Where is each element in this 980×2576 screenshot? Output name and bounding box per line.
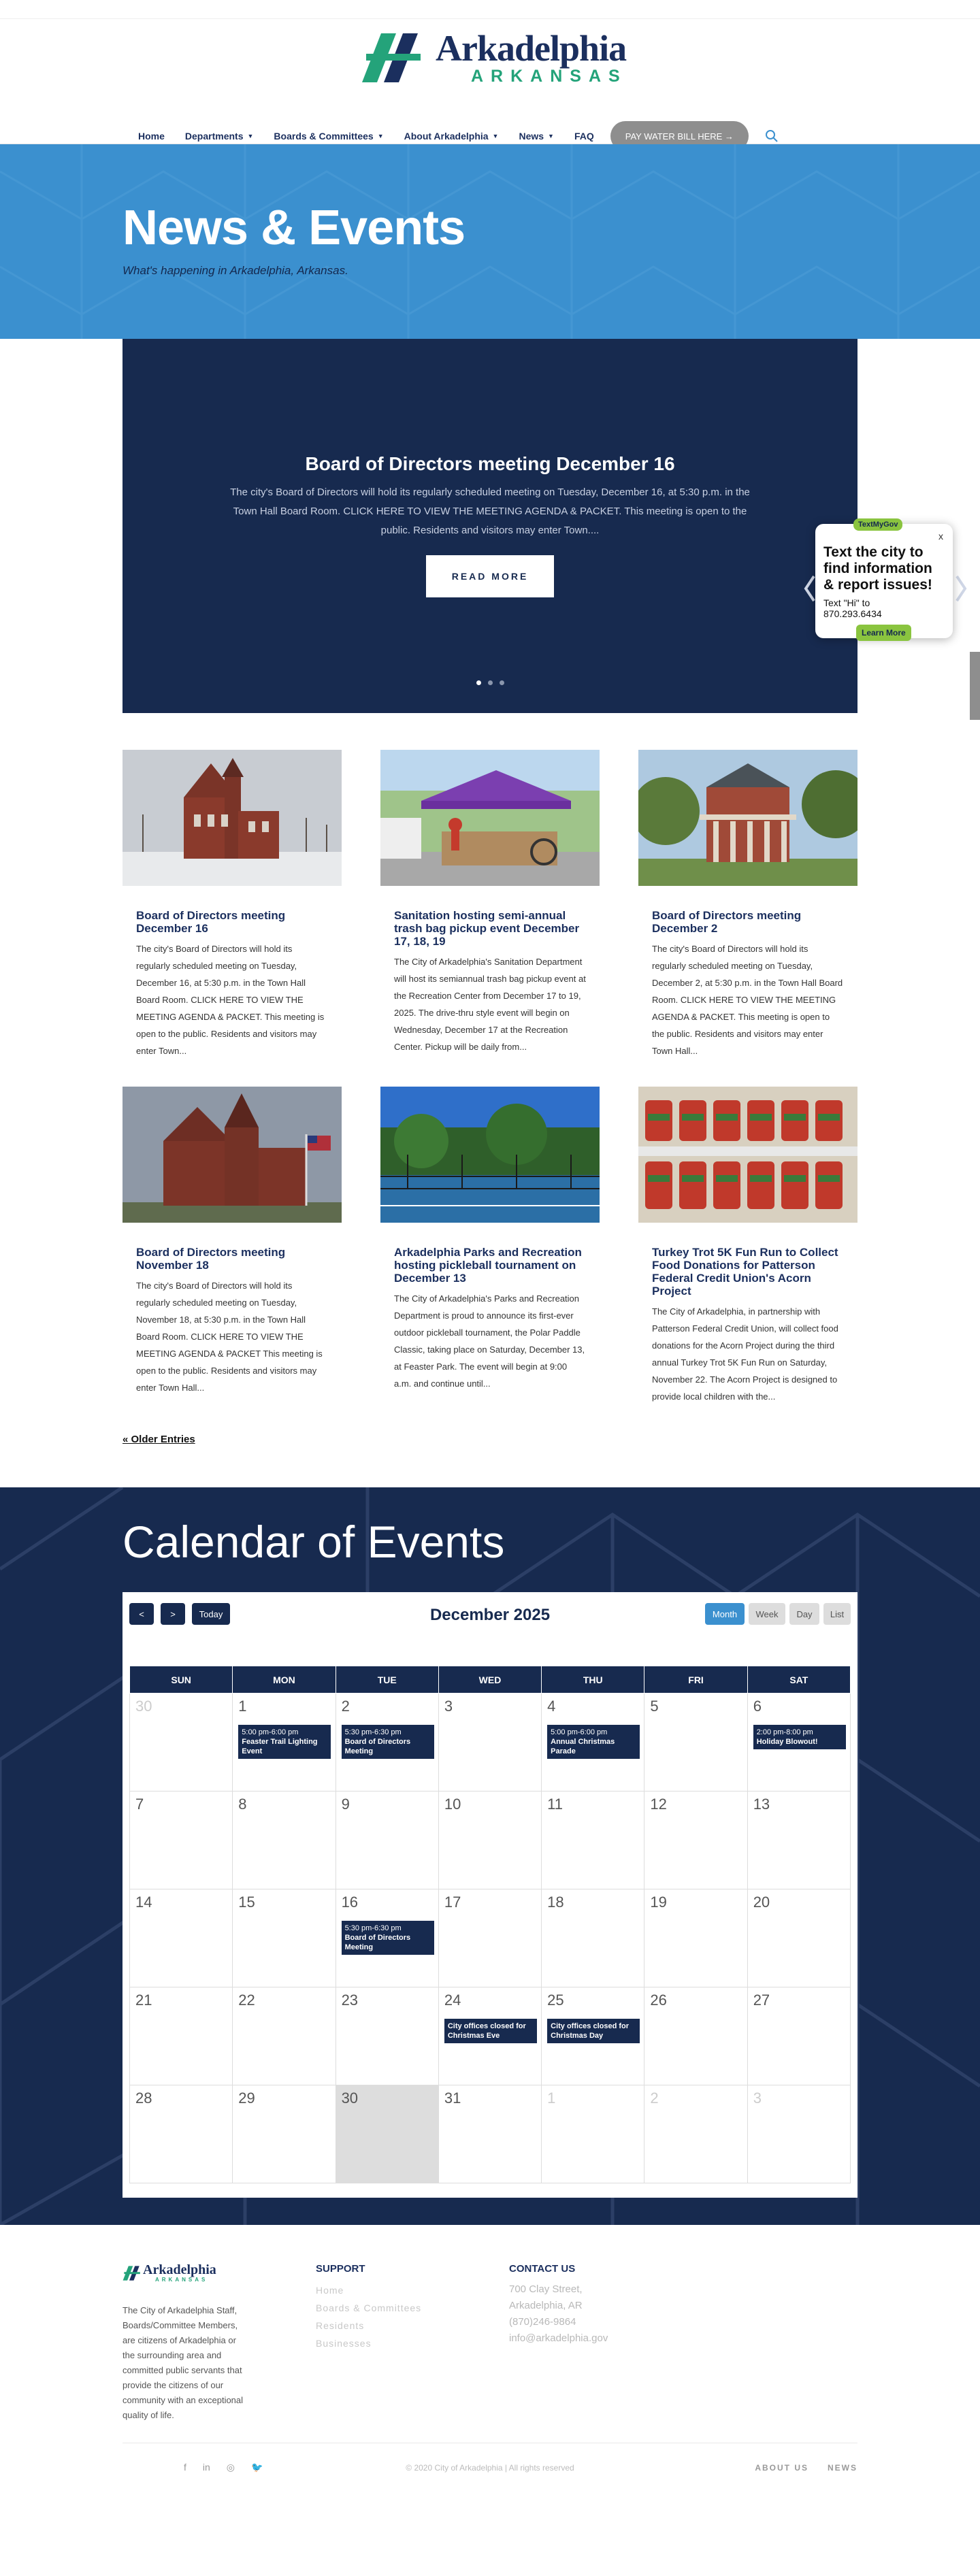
day-number: 28 (135, 2090, 152, 2107)
day-number: 3 (753, 2090, 762, 2107)
calendar-day-cell[interactable] (644, 2085, 747, 2183)
footer-bottom-links (755, 2463, 858, 2473)
day-number: 11 (547, 1796, 563, 1813)
calendar-day-cell[interactable] (644, 1987, 747, 2085)
event-title: Board of Directors Meeting (344, 1934, 411, 1951)
footer-logo[interactable] (122, 2263, 245, 2283)
day-number: 27 (753, 1992, 770, 2009)
calendar-event[interactable] (342, 1725, 434, 1759)
weekday-header: MON (233, 1666, 336, 1694)
slider-dot[interactable] (476, 680, 481, 685)
footer-phone[interactable]: (870)246-9864 (509, 2316, 576, 2328)
calendar-event[interactable] (547, 2019, 640, 2043)
textmygov-tag: TextMyGov (853, 518, 902, 531)
logo-state: ARKANSAS (471, 67, 627, 86)
calendar-day-cell[interactable] (438, 1889, 541, 1987)
view-list-button[interactable]: List (823, 1603, 851, 1625)
news-title[interactable]: Board of Directors meeting December 2 (652, 909, 802, 935)
calendar-day-cell[interactable] (542, 1987, 644, 2085)
footer-link-residents[interactable]: Residents (316, 2320, 365, 2331)
event-title: Annual Christmas Parade (551, 1738, 615, 1755)
calendar-event[interactable] (753, 1725, 846, 1749)
page-title: News & Events (122, 201, 466, 255)
calendar-week-row (130, 1987, 851, 2085)
day-number: 19 (650, 1894, 667, 1911)
calendar-next-button[interactable]: > (161, 1603, 185, 1625)
calendar-day-cell[interactable] (233, 1987, 336, 2085)
day-number: 20 (753, 1894, 770, 1911)
nav-label: Boards & Committees (274, 131, 374, 142)
calendar-week-row (130, 2085, 851, 2183)
day-number: 21 (135, 1992, 152, 2009)
logo-mark-icon (361, 33, 430, 82)
news-card (638, 750, 858, 1059)
calendar-day-cell[interactable] (438, 1791, 541, 1889)
day-number: 7 (135, 1796, 144, 1813)
calendar-day-cell[interactable] (336, 1694, 438, 1791)
day-number: 12 (650, 1796, 667, 1813)
news-list (122, 713, 858, 1487)
footer-email[interactable]: info@arkadelphia.gov (509, 2332, 608, 2344)
footer-contact-heading: CONTACT US (509, 2263, 576, 2275)
calendar-day-cell[interactable] (644, 1694, 747, 1791)
news-title[interactable]: Turkey Trot 5K Fun Run to Collect Food Donations for Patterson Federal Credit Union's Acorn Project (652, 1246, 838, 1298)
instagram-icon[interactable]: ◎ (226, 2462, 235, 2473)
footer-support (316, 2263, 421, 2352)
linkedin-icon[interactable]: in (202, 2462, 210, 2473)
news-row (122, 750, 858, 1059)
view-day-button[interactable]: Day (789, 1603, 819, 1625)
calendar-grid (129, 1666, 851, 2183)
popup-number: Text "Hi" to 870.293.6434 (823, 597, 882, 619)
calendar-day-cell[interactable] (130, 2085, 233, 2183)
nav-label: Departments (184, 131, 244, 142)
nav-item-departments[interactable] (185, 131, 254, 142)
footer-about (122, 2263, 245, 2423)
nav-item-home[interactable] (138, 131, 165, 142)
logo-name: Arkadelphia (436, 28, 627, 69)
chevron-down-icon: ▼ (377, 133, 384, 139)
nav-item-faq[interactable] (574, 131, 594, 142)
footer-address-line: Arkadelphia, AR (509, 2300, 583, 2311)
calendar-heading: Calendar of Events (122, 1517, 505, 1567)
calendar-day-cell[interactable] (747, 1889, 850, 1987)
calendar-day-cell[interactable] (747, 2085, 850, 2183)
weekday-header: THU (542, 1666, 644, 1694)
learn-more-button[interactable]: Learn More (856, 625, 911, 641)
news-excerpt: The City of Arkadelphia's Parks and Recreation Department is proud to announce its first-ever outdoor pickleball tournament, the Polar Paddle Classic, taking place on Saturday, December 13, at Feaster Park. The event will begin at 9:00 a.m. and continue until... (394, 1293, 585, 1389)
calendar-prev-button[interactable]: < (129, 1603, 154, 1625)
news-card (122, 750, 342, 1059)
calendar-day-cell[interactable] (233, 1889, 336, 1987)
event-time: 5:30 pm-6:30 pm (344, 1728, 402, 1736)
slide-title[interactable]: Board of Directors meeting December 16 (305, 453, 675, 474)
footer-about-text: The City of Arkadelphia Staff, Boards/Committee Members, are citizens of Arkadelphia or the surrounding area and committed public servants that provide the citizens of our community with an exceptional quality of life. (122, 2305, 244, 2420)
day-number: 25 (547, 1992, 564, 2009)
footer-logo-state: ARKANSAS (155, 2277, 208, 2283)
day-number: 15 (238, 1894, 255, 1911)
calendar-day-cell[interactable] (542, 1889, 644, 1987)
calendar-toolbar (129, 1603, 851, 1630)
calendar-day-cell[interactable] (336, 1791, 438, 1889)
day-number: 17 (444, 1894, 461, 1911)
calendar-today-button[interactable]: Today (192, 1603, 230, 1625)
footer-contact (509, 2263, 608, 2347)
day-number: 4 (547, 1698, 556, 1715)
chevron-down-icon: ▼ (247, 133, 254, 139)
calendar-day-cell[interactable] (130, 1889, 233, 1987)
day-number: 3 (444, 1698, 453, 1715)
pay-water-bill-button[interactable]: PAY WATER BILL HERE → (610, 121, 749, 151)
event-title: Board of Directors Meeting (344, 1738, 411, 1755)
day-number: 22 (238, 1992, 255, 2009)
news-image[interactable] (638, 1087, 858, 1223)
day-number: 8 (238, 1796, 247, 1813)
facebook-icon[interactable]: f (184, 2462, 186, 2473)
calendar-day-cell[interactable] (233, 2085, 336, 2183)
news-image[interactable] (380, 750, 600, 886)
news-image[interactable] (122, 1087, 342, 1223)
day-number: 23 (341, 1992, 359, 2009)
day-number: 24 (444, 1992, 461, 2009)
day-number: 2 (650, 2090, 659, 2107)
close-icon[interactable]: x (938, 531, 943, 542)
news-row (122, 1087, 858, 1405)
day-number: 6 (753, 1698, 762, 1715)
news-excerpt: The City of Arkadelphia's Sanitation Department will host its semiannual trash bag pickup event at the Recreation Center from December 17 to 19, 2025. The drive-thru style event will begin on Wednesday, December 17 at the Recreation Center. Pickup will be daily from... (394, 957, 586, 1052)
slider-next-arrow-icon[interactable] (954, 575, 968, 602)
nav-label: Home (138, 131, 165, 142)
event-title: City offices closed for Christmas Eve (447, 2022, 526, 2040)
news-title[interactable]: Sanitation hosting semi-annual trash bag pickup event December 17, 18, 19 (394, 909, 580, 948)
site-header (0, 19, 980, 144)
footer-support-heading: SUPPORT (316, 2263, 365, 2275)
news-excerpt: The City of Arkadelphia, in partnership with Patterson Federal Credit Union, will collect food donations for the Acorn Project during the third annual Turkey Trot 5K Fun Run on Saturday, November 22. The Acorn Project is designed to provide local children with the... (652, 1306, 838, 1402)
calendar-event[interactable] (238, 1725, 331, 1759)
day-number: 31 (444, 2090, 461, 2107)
slider-dot[interactable] (488, 680, 493, 685)
nav-label: FAQ (574, 131, 594, 142)
logo-mark-icon (122, 2266, 143, 2281)
calendar-day-cell[interactable] (336, 1987, 438, 2085)
weekday-header: FRI (644, 1666, 747, 1694)
news-image[interactable] (380, 1087, 600, 1223)
day-number: 1 (238, 1698, 247, 1715)
footer-link-boards[interactable]: Boards & Committees (316, 2302, 422, 2313)
day-number: 16 (341, 1894, 359, 1911)
news-excerpt: The city's Board of Directors will hold its regularly scheduled meeting on Tuesday, November 18, at 5:30 p.m. in the Town Hall Board Room. CLICK HERE TO VIEW THE MEETING AGENDA & PACKET This meeting is open to the public. Residents and visitors may enter Town Hall... (136, 1281, 323, 1393)
calendar-day-cell[interactable] (542, 2085, 644, 2183)
footer-logo-name: Arkadelphia (143, 2262, 216, 2277)
calendar-week-row (130, 1791, 851, 1889)
older-entries-link[interactable]: « Older Entries (122, 1434, 195, 1445)
day-number: 2 (341, 1698, 350, 1715)
nav-label: News (519, 131, 544, 142)
nav-item-about[interactable] (404, 131, 499, 142)
nav-item-news[interactable] (519, 131, 554, 142)
weekday-header: TUE (336, 1666, 438, 1694)
read-more-button[interactable]: READ MORE (426, 555, 554, 597)
day-number: 5 (650, 1698, 659, 1715)
news-card (638, 1087, 858, 1405)
event-time: 5:30 pm-6:30 pm (344, 1924, 402, 1932)
footer-news-link[interactable]: NEWS (828, 2463, 858, 2473)
day-number: 29 (238, 2090, 255, 2107)
day-number: 18 (547, 1894, 564, 1911)
news-card (122, 1087, 342, 1405)
site-logo[interactable] (361, 30, 627, 86)
calendar-day-cell[interactable] (438, 2085, 541, 2183)
calendar-day-cell[interactable] (233, 1791, 336, 1889)
weekday-header: WED (438, 1666, 541, 1694)
day-number: 9 (341, 1796, 350, 1813)
weekday-header: SAT (747, 1666, 850, 1694)
event-title: Holiday Blowout! (756, 1738, 818, 1746)
calendar-day-cell[interactable] (336, 2085, 438, 2183)
day-number: 14 (135, 1894, 152, 1911)
news-card (380, 1087, 600, 1405)
slider-prev-arrow-icon[interactable] (803, 575, 817, 602)
event-calendar (122, 1592, 858, 2198)
view-month-button[interactable]: Month (705, 1603, 745, 1625)
side-tab[interactable] (970, 652, 980, 720)
copyright-text: © 2020 City of Arkadelphia | All rights reserved (406, 2463, 574, 2473)
calendar-day-cell[interactable] (130, 1694, 233, 1791)
day-number: 26 (650, 1992, 667, 2009)
event-title: Feaster Trail Lighting Event (242, 1738, 318, 1755)
calendar-event[interactable] (547, 1725, 640, 1759)
slider-dot[interactable] (500, 680, 504, 685)
event-time: 5:00 pm-6:00 pm (242, 1728, 299, 1736)
textmygov-popup (815, 521, 953, 638)
search-icon[interactable] (765, 129, 779, 143)
calendar-event[interactable] (444, 2019, 537, 2043)
calendar-week-row (130, 1889, 851, 1987)
news-title[interactable]: Board of Directors meeting December 16 (136, 909, 286, 935)
footer-bottom-bar (122, 2462, 858, 2475)
calendar-section (0, 1487, 980, 2225)
day-number: 10 (444, 1796, 461, 1813)
calendar-day-cell[interactable] (438, 1694, 541, 1791)
top-bar (0, 0, 980, 19)
footer-about-us-link[interactable]: ABOUT US (755, 2463, 808, 2473)
event-time: 2:00 pm-8:00 pm (756, 1728, 813, 1736)
news-title[interactable]: Arkadelphia Parks and Recreation hosting pickleball tournament on December 13 (394, 1246, 582, 1285)
nav-label: About Arkadelphia (404, 131, 489, 142)
site-footer (122, 2225, 858, 2522)
event-time: 5:00 pm-6:00 pm (551, 1728, 608, 1736)
footer-address-line: 700 Clay Street, (509, 2283, 583, 2295)
calendar-day-cell[interactable] (644, 1791, 747, 1889)
calendar-month-title: December 2025 (429, 1606, 551, 1624)
calendar-day-cell[interactable] (542, 1694, 644, 1791)
calendar-day-cell[interactable] (644, 1889, 747, 1987)
calendar-day-cell[interactable] (336, 1889, 438, 1987)
news-excerpt: The city's Board of Directors will hold its regularly scheduled meeting on Tuesday, December 16, at 5:30 p.m. in the Town Hall Board Room. CLICK HERE TO VIEW THE MEETING AGENDA & PACKET. This meeting is open to the public. Residents and visitors may enter Town... (136, 944, 325, 1056)
weekday-header: SUN (130, 1666, 233, 1694)
day-number: 30 (341, 2090, 359, 2107)
news-image[interactable] (122, 750, 342, 886)
hero-banner (0, 144, 980, 339)
day-number: 30 (135, 1698, 152, 1715)
news-title[interactable]: Board of Directors meeting November 18 (136, 1246, 286, 1272)
slide-excerpt: The city's Board of Directors will hold its regularly scheduled meeting on Tuesday, December 16, at 5:30 p.m. in the Town Hall Board Room. CLICK HERE TO VIEW THE MEETING AGENDA & PACKET. This meeting is open to the public. Residents and visitors may enter Town.... (230, 486, 750, 536)
footer-link-home[interactable]: Home (316, 2285, 344, 2296)
featured-slider (122, 339, 858, 713)
chevron-down-icon: ▼ (492, 133, 499, 139)
page-subtitle: What's happening in Arkadelphia, Arkansas. (122, 264, 348, 277)
calendar-day-cell[interactable] (130, 1987, 233, 2085)
news-card (380, 750, 600, 1059)
day-number: 1 (547, 2090, 556, 2107)
calendar-day-cell[interactable] (130, 1791, 233, 1889)
calendar-day-cell[interactable] (747, 1694, 850, 1791)
chevron-down-icon: ▼ (548, 133, 554, 139)
event-title: City offices closed for Christmas Day (551, 2022, 630, 2040)
news-image[interactable] (638, 750, 858, 886)
news-excerpt: The city's Board of Directors will hold its regularly scheduled meeting on Tuesday, December 2, at 5:30 p.m. in the Town Hall Board Room. CLICK HERE TO VIEW THE MEETING AGENDA & PACKET. This meeting is open to the public. Residents and visitors may enter Town Hall... (652, 944, 843, 1056)
popup-title: Text the city to find information & report issues! (823, 544, 932, 593)
nav-item-boards[interactable] (274, 131, 383, 142)
calendar-day-cell[interactable] (747, 1987, 850, 2085)
day-number: 13 (753, 1796, 770, 1813)
view-week-button[interactable]: Week (749, 1603, 785, 1625)
calendar-event[interactable] (342, 1921, 434, 1955)
slider-dots (476, 680, 504, 685)
calendar-day-cell[interactable] (233, 1694, 336, 1791)
calendar-day-cell[interactable] (438, 1987, 541, 2085)
twitter-icon[interactable]: 🐦 (251, 2462, 263, 2473)
calendar-day-cell[interactable] (747, 1791, 850, 1889)
calendar-week-row (130, 1694, 851, 1791)
footer-link-businesses[interactable]: Businesses (316, 2338, 372, 2349)
calendar-day-cell[interactable] (542, 1791, 644, 1889)
